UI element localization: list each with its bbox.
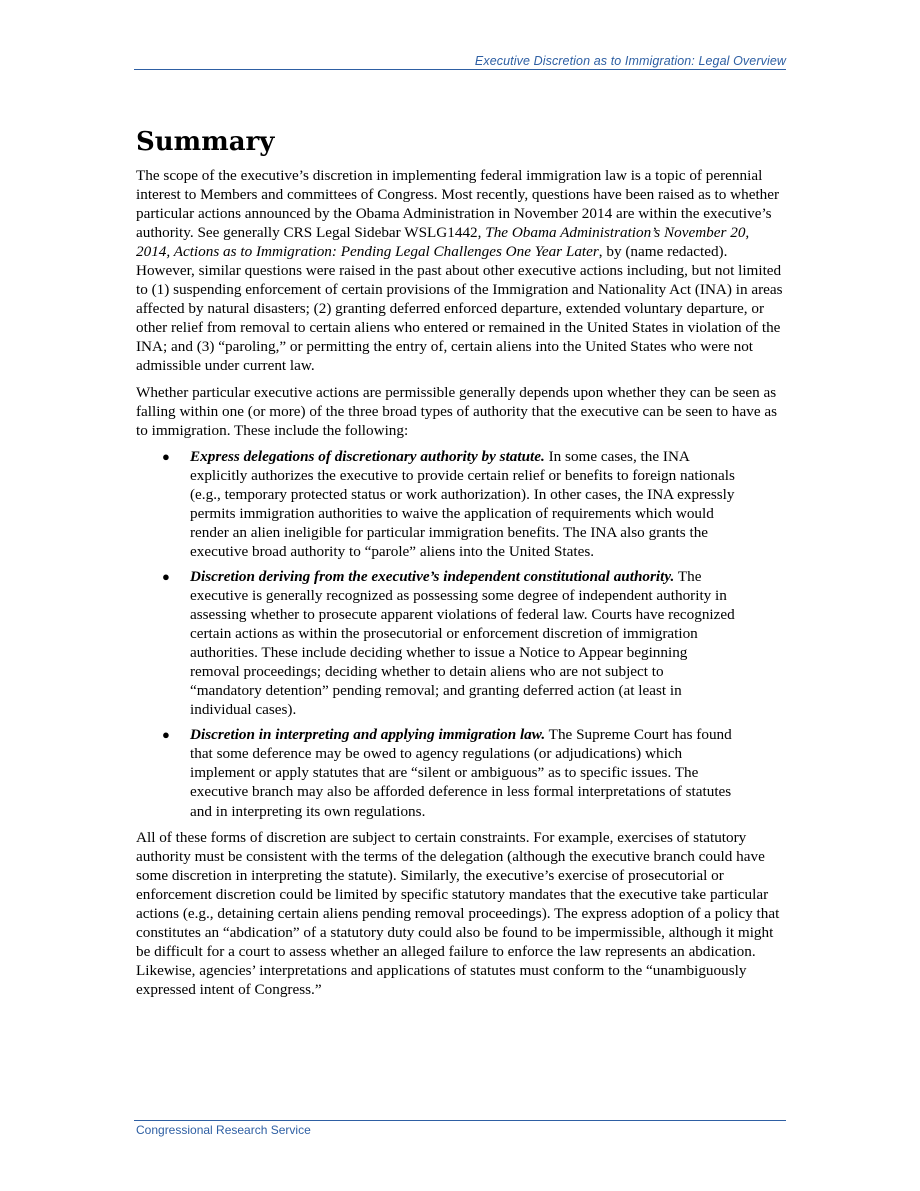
bullet-icon: ● [162, 448, 170, 464]
list-item [136, 567, 738, 719]
section-heading: Summary [136, 127, 275, 157]
paragraph-text: , by (name redacted). However, similar questions were raised in the past about other executive actions including, but not limited to (1) suspending enforcement of certain provisions of the Immigration and Nationality Act (INA) in areas affected by natural disasters; (2) granting deferred enforced departure, extended voluntary departure, or other relief from removal to certain aliens who entered or remained in the United States in violation of the INA; and (3) “paroling,” or permitting the entry of, certain aliens into the United States who were not admissible under current law. [136, 243, 783, 375]
authority-list [136, 447, 786, 821]
bullet-text: The executive is generally recognized as possessing some degree of independent authority in assessing whether to prosecute apparent violations of federal law. Courts have recognized certain actions as within the prosecutorial or enforcement discretion of immigration authorities. These include deciding whether to issue a Notice to Appear beginning removal proceedings; deciding whether to detain aliens who are not subject to “mandatory detention” pending removal; and granting deferred action (at least in individual cases). [190, 567, 735, 719]
header-rule [134, 69, 786, 70]
summary-paragraph-2: Whether particular executive actions are permissible generally depends upon whether they can be seen as falling within one (or more) of the three broad types of authority that the executive can be seen to have as to immigration. These include the following: [136, 383, 778, 439]
summary-paragraph-1 [136, 166, 786, 376]
list-item [136, 725, 738, 820]
paragraph-text: The scope of the executive’s discretion in implementing federal immigration law is a topic of perennial interest to Members and committees of Congress. Most recently, questions have been raised as to whether particular actions announced by the Obama Administration in November 2014 are within the executive’s authority. See generally CRS Legal Sidebar WSLG1442, [136, 167, 780, 242]
bullet-icon: ● [162, 727, 170, 743]
bullet-icon: ● [162, 568, 170, 584]
footer-org: Congressional Research Service [136, 1123, 311, 1137]
cited-title: The Obama Administration’s November 20, 2014, Actions as to Immigration: Pending Legal Challenges One Year Later [136, 224, 750, 261]
running-header: Executive Discretion as to Immigration: Legal Overview [474, 54, 786, 68]
bullet-text: The Supreme Court has found that some deference may be owed to agency regulations (or adjudications) which implement or apply statutes that are “silent or ambiguous” as to specific issues. The executive branch may also be afforded deference in less formal interpretations of statutes and in interpreting its own regulations. [190, 726, 732, 820]
summary-paragraph-3: All of these forms of discretion are subject to certain constraints. For example, exercises of statutory authority must be consistent with the terms of the delegation (although the executive branch could have some discretion in interpreting the statute). Similarly, the executive’s exercise of prosecutorial or enforcement discretion could be limited by specific statutory mandates that the executive take particular actions (e.g., detaining certain aliens pending removal proceedings). The express adoption of a policy that constitutes an “abdication” of a statutory duty could also be found to be impermissible, although it might be difficult for a court to assess whether an alleged failure to enforce the law represents an abdication. Likewise, agencies’ interpretations and applications of statutes must conform to the “unambiguously expressed intent of Congress.” [136, 828, 780, 998]
bullet-lead: Discretion deriving from the executive’s independent constitutional authority. [190, 567, 675, 585]
footer-rule [134, 1120, 786, 1121]
summary-section [136, 124, 786, 1006]
bullet-lead: Express delegations of discretionary authority by statute. [190, 447, 545, 465]
bullet-lead: Discretion in interpreting and applying immigration law. [190, 726, 546, 744]
bullet-text: In some cases, the INA explicitly authorizes the executive to provide certain relief or benefits to foreign nationals (e.g., temporary protected status or work authorization). In other cases, the INA expressly permits immigration authorities to waive the application of requirements which would render an alien ineligible for particular immigration benefits. The INA also grants the executive broad authority to “parole” aliens into the United States. [190, 447, 735, 560]
list-item [136, 447, 738, 561]
